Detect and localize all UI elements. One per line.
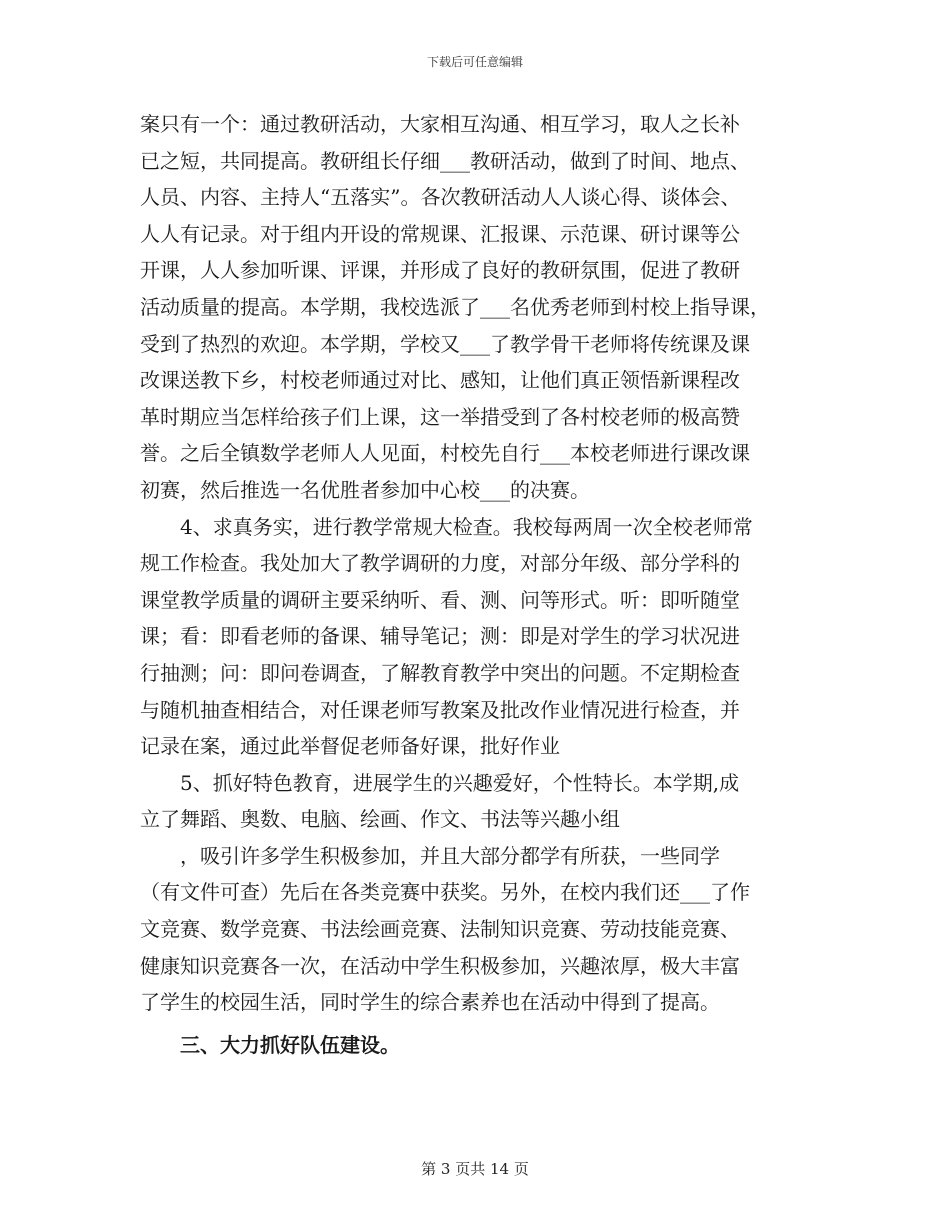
text-line: 革时期应当怎样给孩子们上课，这一举措受到了各村校老师的极高赞 bbox=[140, 404, 740, 429]
text-line: 课；看：即看老师的备课、辅导笔记；测：即是对学生的学习状况进 bbox=[140, 624, 740, 649]
section-heading: 三、大力抓好队伍建设。 bbox=[180, 1032, 400, 1057]
text-line: 立了舞蹈、奥数、电脑、绘画、作文、书法等兴趣小组 bbox=[140, 807, 620, 832]
text-line: 与随机抽查相结合，对任课老师写教案及批改作业情况进行检查，并 bbox=[140, 697, 740, 722]
text-line: 健康知识竞赛各一次，在活动中学生积极参加，兴趣浓厚，极大丰富 bbox=[140, 953, 740, 978]
text-line: 5、抓好特色教育，进展学生的兴趣爱好，个性特长。本学期,成 bbox=[180, 770, 740, 795]
text-line: 开课，人人参加听课、评课，并形成了良好的教研氛围，促进了教研 bbox=[140, 258, 740, 283]
text-line: 已之短，共同提高。教研组长仔细___教研活动，做到了时间、地点、 bbox=[140, 148, 750, 173]
page-footer: 第 3 页共 14 页 bbox=[421, 1160, 529, 1178]
text-line: 受到了热烈的欢迎。本学期，学校又___了教学骨干老师将传统课及课 bbox=[140, 331, 750, 356]
text-line: 行抽测；问：即问卷调查，了解教育教学中突出的问题。不定期检查 bbox=[140, 660, 740, 685]
text-line: 课堂教学质量的调研主要采纳听、看、测、问等形式。听：即听随堂 bbox=[140, 587, 740, 612]
text-line: 4、求真务实，进行教学常规大检查。我校每两周一次全校老师常 bbox=[180, 514, 753, 539]
text-line: 初赛，然后推选一名优胜者参加中心校___的决赛。 bbox=[140, 477, 590, 502]
text-line: 规工作检查。我处加大了教学调研的力度，对部分年级、部分学科的 bbox=[140, 551, 740, 576]
document-body bbox=[140, 106, 820, 1063]
text-line: 誉。之后全镇数学老师人人见面，村校先自行___本校老师进行课改课 bbox=[140, 441, 750, 466]
text-line: 活动质量的提高。本学期，我校选派了___名优秀老师到村校上指导课， bbox=[140, 294, 770, 319]
text-line: ，吸引许多学生积极参加，并且大部分都学有所获，一些同学 bbox=[180, 843, 720, 868]
text-line: 记录在案，通过此举督促老师备好课，批好作业 bbox=[140, 734, 560, 759]
text-line: 了学生的校园生活，同时学生的综合素养也在活动中得到了提高。 bbox=[140, 990, 720, 1015]
text-line: 文竞赛、数学竞赛、书法绘画竞赛、法制知识竞赛、劳动技能竞赛、 bbox=[140, 917, 740, 942]
text-line: 案只有一个：通过教研活动，大家相互沟通、相互学习，取人之长补 bbox=[140, 112, 740, 136]
text-line: 人员、内容、主持人“五落实”。各次教研活动人人谈心得、谈体会、 bbox=[140, 185, 741, 210]
text-line: 人人有记录。对于组内开设的常规课、汇报课、示范课、研讨课等公 bbox=[140, 221, 740, 246]
text-line: （有文件可查）先后在各类竞赛中获奖。另外，在校内我们还___了作 bbox=[140, 880, 750, 905]
page-header: 下载后可任意编辑 bbox=[426, 55, 523, 69]
text-line: 改课送教下乡，村校老师通过对比、感知，让他们真正领悟新课程改 bbox=[140, 368, 740, 393]
